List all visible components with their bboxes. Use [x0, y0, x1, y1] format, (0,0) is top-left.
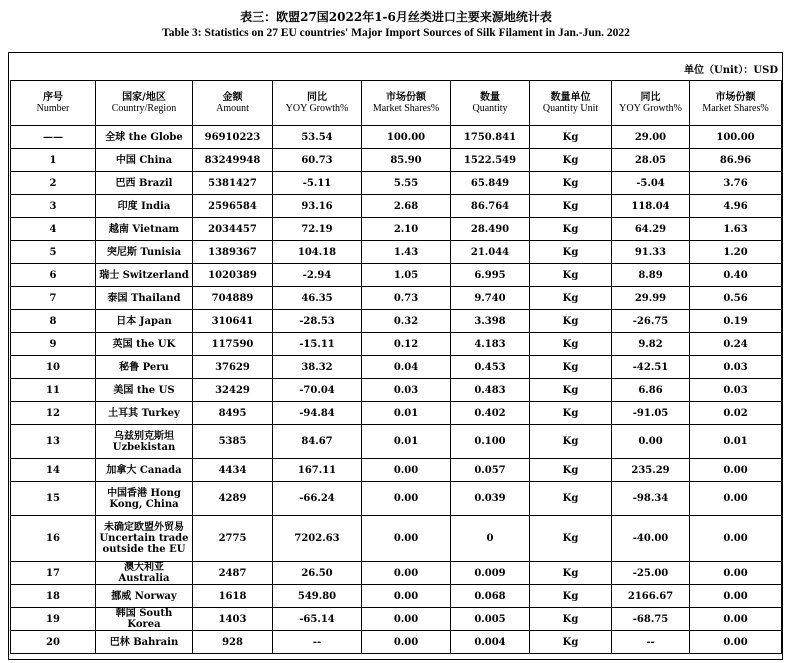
- yoy-cell: -66.24: [273, 482, 362, 516]
- quantity-unit-cell: Kg: [530, 379, 612, 402]
- quantity-yoy-cell: 29.00: [612, 126, 690, 149]
- quantity-share-cell: 0.01: [690, 425, 782, 459]
- table-row: [11, 356, 782, 379]
- region-cell: 印度 India: [96, 195, 193, 218]
- table-row: [11, 608, 782, 631]
- share-cell: 0.00: [362, 631, 451, 654]
- table-row: [11, 172, 782, 195]
- quantity-yoy-cell: 64.29: [612, 218, 690, 241]
- quantity-cell: 0.004: [451, 631, 530, 654]
- amount-cell: 5381427: [193, 172, 273, 195]
- amount-cell: 83249948: [193, 149, 273, 172]
- quantity-unit-cell: Kg: [530, 631, 612, 654]
- quantity-unit-cell: Kg: [530, 195, 612, 218]
- quantity-share-cell: 0.00: [690, 585, 782, 608]
- quantity-cell: 9.740: [451, 287, 530, 310]
- quantity-unit-cell: Kg: [530, 585, 612, 608]
- yoy-cell: -2.94: [273, 264, 362, 287]
- table-row: [11, 126, 782, 149]
- amount-cell: 4289: [193, 482, 273, 516]
- share-cell: 0.73: [362, 287, 451, 310]
- share-cell: 0.01: [362, 402, 451, 425]
- share-cell: 1.05: [362, 264, 451, 287]
- region-cell: 澳大利亚 Australia: [96, 562, 193, 585]
- region-cell: 英国 the UK: [96, 333, 193, 356]
- region-cell: 巴林 Bahrain: [96, 631, 193, 654]
- share-cell: 1.43: [362, 241, 451, 264]
- region-cell: 乌兹别克斯坦 Uzbekistan: [96, 425, 193, 459]
- quantity-unit-cell: Kg: [530, 287, 612, 310]
- share-cell: 0.03: [362, 379, 451, 402]
- number-cell: 17: [11, 562, 96, 585]
- number-cell: 15: [11, 482, 96, 516]
- number-cell: 14: [11, 459, 96, 482]
- region-cell: 巴西 Brazil: [96, 172, 193, 195]
- yoy-cell: 38.32: [273, 356, 362, 379]
- quantity-yoy-cell: -25.00: [612, 562, 690, 585]
- quantity-cell: 0.039: [451, 482, 530, 516]
- share-cell: 2.10: [362, 218, 451, 241]
- amount-cell: 8495: [193, 402, 273, 425]
- quantity-cell: 1522.549: [451, 149, 530, 172]
- share-cell: 0.00: [362, 516, 451, 562]
- region-cell: 日本 Japan: [96, 310, 193, 333]
- quantity-share-cell: 0.03: [690, 356, 782, 379]
- yoy-cell: --: [273, 631, 362, 654]
- region-cell: 突尼斯 Tunisia: [96, 241, 193, 264]
- table-row: [11, 631, 782, 654]
- amount-cell: 32429: [193, 379, 273, 402]
- table-row: [11, 562, 782, 585]
- table-row: [11, 379, 782, 402]
- quantity-cell: 0.005: [451, 608, 530, 631]
- quantity-cell: 3.398: [451, 310, 530, 333]
- title-block: [0, 0, 792, 41]
- yoy-cell: 167.11: [273, 459, 362, 482]
- quantity-unit-cell: Kg: [530, 241, 612, 264]
- quantity-yoy-cell: 8.89: [612, 264, 690, 287]
- header-region: 国家/地区 Country/Region: [96, 81, 193, 126]
- quantity-unit-cell: Kg: [530, 310, 612, 333]
- quantity-share-cell: 100.00: [690, 126, 782, 149]
- amount-cell: 928: [193, 631, 273, 654]
- quantity-share-cell: 4.96: [690, 195, 782, 218]
- quantity-share-cell: 1.20: [690, 241, 782, 264]
- yoy-cell: 72.19: [273, 218, 362, 241]
- number-cell: 8: [11, 310, 96, 333]
- amount-cell: 96910223: [193, 126, 273, 149]
- quantity-unit-cell: Kg: [530, 608, 612, 631]
- quantity-cell: 86.764: [451, 195, 530, 218]
- region-cell: 秘鲁 Peru: [96, 356, 193, 379]
- quantity-share-cell: 0.56: [690, 287, 782, 310]
- amount-cell: 2775: [193, 516, 273, 562]
- amount-cell: 1389367: [193, 241, 273, 264]
- quantity-unit-cell: Kg: [530, 264, 612, 287]
- region-cell: 越南 Vietnam: [96, 218, 193, 241]
- header-amount: 金额 Amount: [193, 81, 273, 126]
- amount-cell: 4434: [193, 459, 273, 482]
- share-cell: 100.00: [362, 126, 451, 149]
- amount-cell: 117590: [193, 333, 273, 356]
- quantity-cell: 0: [451, 516, 530, 562]
- table-row: [11, 310, 782, 333]
- quantity-share-cell: 1.63: [690, 218, 782, 241]
- quantity-cell: 0.453: [451, 356, 530, 379]
- share-cell: 0.32: [362, 310, 451, 333]
- quantity-yoy-cell: 235.29: [612, 459, 690, 482]
- yoy-cell: 26.50: [273, 562, 362, 585]
- quantity-yoy-cell: 28.05: [612, 149, 690, 172]
- number-cell: ——: [11, 126, 96, 149]
- quantity-yoy-cell: -42.51: [612, 356, 690, 379]
- number-cell: 12: [11, 402, 96, 425]
- quantity-yoy-cell: 6.86: [612, 379, 690, 402]
- number-cell: 5: [11, 241, 96, 264]
- table-row: [11, 333, 782, 356]
- quantity-share-cell: 0.00: [690, 516, 782, 562]
- number-cell: 6: [11, 264, 96, 287]
- quantity-yoy-cell: 9.82: [612, 333, 690, 356]
- quantity-yoy-cell: --: [612, 631, 690, 654]
- number-cell: 20: [11, 631, 96, 654]
- yoy-cell: 104.18: [273, 241, 362, 264]
- amount-cell: 1403: [193, 608, 273, 631]
- quantity-yoy-cell: -26.75: [612, 310, 690, 333]
- quantity-share-cell: 86.96: [690, 149, 782, 172]
- quantity-unit-cell: Kg: [530, 356, 612, 379]
- share-cell: 0.12: [362, 333, 451, 356]
- header-quantity-share: 市场份额 Market Shares%: [690, 81, 782, 126]
- quantity-unit-cell: Kg: [530, 218, 612, 241]
- region-cell: 中国 China: [96, 149, 193, 172]
- number-cell: 18: [11, 585, 96, 608]
- quantity-share-cell: 0.00: [690, 459, 782, 482]
- region-cell: 中国香港 Hong Kong, China: [96, 482, 193, 516]
- import-sources-table: [10, 80, 782, 654]
- header-row: [11, 81, 782, 126]
- region-cell: 加拿大 Canada: [96, 459, 193, 482]
- share-cell: 0.00: [362, 562, 451, 585]
- yoy-cell: 60.73: [273, 149, 362, 172]
- quantity-unit-cell: Kg: [530, 149, 612, 172]
- table-row: [11, 585, 782, 608]
- quantity-cell: 6.995: [451, 264, 530, 287]
- quantity-yoy-cell: 2166.67: [612, 585, 690, 608]
- yoy-cell: 549.80: [273, 585, 362, 608]
- number-cell: 7: [11, 287, 96, 310]
- yoy-cell: -70.04: [273, 379, 362, 402]
- quantity-cell: 0.057: [451, 459, 530, 482]
- yoy-cell: -15.11: [273, 333, 362, 356]
- amount-cell: 1618: [193, 585, 273, 608]
- quantity-cell: 0.100: [451, 425, 530, 459]
- yoy-cell: -65.14: [273, 608, 362, 631]
- table-row: [11, 218, 782, 241]
- yoy-cell: 53.54: [273, 126, 362, 149]
- quantity-cell: 0.402: [451, 402, 530, 425]
- number-cell: 1: [11, 149, 96, 172]
- region-cell: 泰国 Thailand: [96, 287, 193, 310]
- table-row: [11, 264, 782, 287]
- unit-label: 单位（Unit）：USD: [683, 65, 778, 76]
- header-quantity-yoy: 同比 YOY Growth%: [612, 81, 690, 126]
- table-title-en: Table 3: Statistics on 27 EU countries' Major Import Sources of Silk Filament in Jan.-Jun. 2022: [162, 27, 630, 39]
- quantity-share-cell: 3.76: [690, 172, 782, 195]
- share-cell: 0.00: [362, 482, 451, 516]
- quantity-share-cell: 0.19: [690, 310, 782, 333]
- quantity-cell: 0.068: [451, 585, 530, 608]
- amount-cell: 310641: [193, 310, 273, 333]
- region-cell: 美国 the US: [96, 379, 193, 402]
- region-cell: 未确定欧盟外贸易 Uncertain trade outside the EU: [96, 516, 193, 562]
- number-cell: 16: [11, 516, 96, 562]
- quantity-share-cell: 0.00: [690, 608, 782, 631]
- quantity-yoy-cell: 29.99: [612, 287, 690, 310]
- yoy-cell: 46.35: [273, 287, 362, 310]
- amount-cell: 5385: [193, 425, 273, 459]
- header-share: 市场份额 Market Shares%: [362, 81, 451, 126]
- number-cell: 10: [11, 356, 96, 379]
- region-cell: 瑞士 Switzerland: [96, 264, 193, 287]
- number-cell: 4: [11, 218, 96, 241]
- quantity-unit-cell: Kg: [530, 126, 612, 149]
- share-cell: 0.00: [362, 608, 451, 631]
- region-cell: 土耳其 Turkey: [96, 402, 193, 425]
- number-cell: 2: [11, 172, 96, 195]
- quantity-cell: 4.183: [451, 333, 530, 356]
- amount-cell: 2034457: [193, 218, 273, 241]
- quantity-yoy-cell: -91.05: [612, 402, 690, 425]
- quantity-unit-cell: Kg: [530, 333, 612, 356]
- header-quantity: 数量 Quantity: [451, 81, 530, 126]
- quantity-share-cell: 0.03: [690, 379, 782, 402]
- header-number: 序号 Number: [11, 81, 96, 126]
- yoy-cell: 84.67: [273, 425, 362, 459]
- quantity-unit-cell: Kg: [530, 425, 612, 459]
- quantity-cell: 21.044: [451, 241, 530, 264]
- yoy-cell: 93.16: [273, 195, 362, 218]
- table-row: [11, 459, 782, 482]
- yoy-cell: -94.84: [273, 402, 362, 425]
- share-cell: 5.55: [362, 172, 451, 195]
- quantity-share-cell: 0.40: [690, 264, 782, 287]
- share-cell: 0.04: [362, 356, 451, 379]
- share-cell: 85.90: [362, 149, 451, 172]
- quantity-unit-cell: Kg: [530, 516, 612, 562]
- header-quantity-unit: 数量单位 Quantity Unit: [530, 81, 612, 126]
- quantity-unit-cell: Kg: [530, 172, 612, 195]
- amount-cell: 1020389: [193, 264, 273, 287]
- quantity-yoy-cell: 0.00: [612, 425, 690, 459]
- share-cell: 0.00: [362, 585, 451, 608]
- table-row: [11, 195, 782, 218]
- header-yoy: 同比 YOY Growth%: [273, 81, 362, 126]
- yoy-cell: 7202.63: [273, 516, 362, 562]
- yoy-cell: -28.53: [273, 310, 362, 333]
- table-title-cn: 表三：欧盟27国2022年1-6月丝类进口主要来源地统计表: [240, 10, 552, 24]
- quantity-unit-cell: Kg: [530, 562, 612, 585]
- amount-cell: 704889: [193, 287, 273, 310]
- quantity-share-cell: 0.00: [690, 482, 782, 516]
- quantity-cell: 28.490: [451, 218, 530, 241]
- quantity-cell: 0.009: [451, 562, 530, 585]
- quantity-yoy-cell: -5.04: [612, 172, 690, 195]
- region-cell: 挪威 Norway: [96, 585, 193, 608]
- table-frame: [8, 52, 783, 660]
- quantity-yoy-cell: -40.00: [612, 516, 690, 562]
- table-row: [11, 425, 782, 459]
- share-cell: 0.00: [362, 459, 451, 482]
- quantity-unit-cell: Kg: [530, 402, 612, 425]
- quantity-yoy-cell: 91.33: [612, 241, 690, 264]
- table-row: [11, 241, 782, 264]
- share-cell: 2.68: [362, 195, 451, 218]
- table-row: [11, 149, 782, 172]
- yoy-cell: -5.11: [273, 172, 362, 195]
- quantity-yoy-cell: 118.04: [612, 195, 690, 218]
- table-row: [11, 516, 782, 562]
- quantity-share-cell: 0.02: [690, 402, 782, 425]
- table-row: [11, 482, 782, 516]
- amount-cell: 37629: [193, 356, 273, 379]
- quantity-cell: 1750.841: [451, 126, 530, 149]
- amount-cell: 2596584: [193, 195, 273, 218]
- number-cell: 19: [11, 608, 96, 631]
- number-cell: 9: [11, 333, 96, 356]
- quantity-cell: 0.483: [451, 379, 530, 402]
- table-row: [11, 402, 782, 425]
- quantity-unit-cell: Kg: [530, 459, 612, 482]
- quantity-cell: 65.849: [451, 172, 530, 195]
- quantity-share-cell: 0.00: [690, 631, 782, 654]
- region-cell: 全球 the Globe: [96, 126, 193, 149]
- number-cell: 3: [11, 195, 96, 218]
- amount-cell: 2487: [193, 562, 273, 585]
- quantity-share-cell: 0.24: [690, 333, 782, 356]
- number-cell: 13: [11, 425, 96, 459]
- quantity-share-cell: 0.00: [690, 562, 782, 585]
- quantity-yoy-cell: -68.75: [612, 608, 690, 631]
- table-row: [11, 287, 782, 310]
- quantity-unit-cell: Kg: [530, 482, 612, 516]
- quantity-yoy-cell: -98.34: [612, 482, 690, 516]
- number-cell: 11: [11, 379, 96, 402]
- region-cell: 韩国 South Korea: [96, 608, 193, 631]
- share-cell: 0.01: [362, 425, 451, 459]
